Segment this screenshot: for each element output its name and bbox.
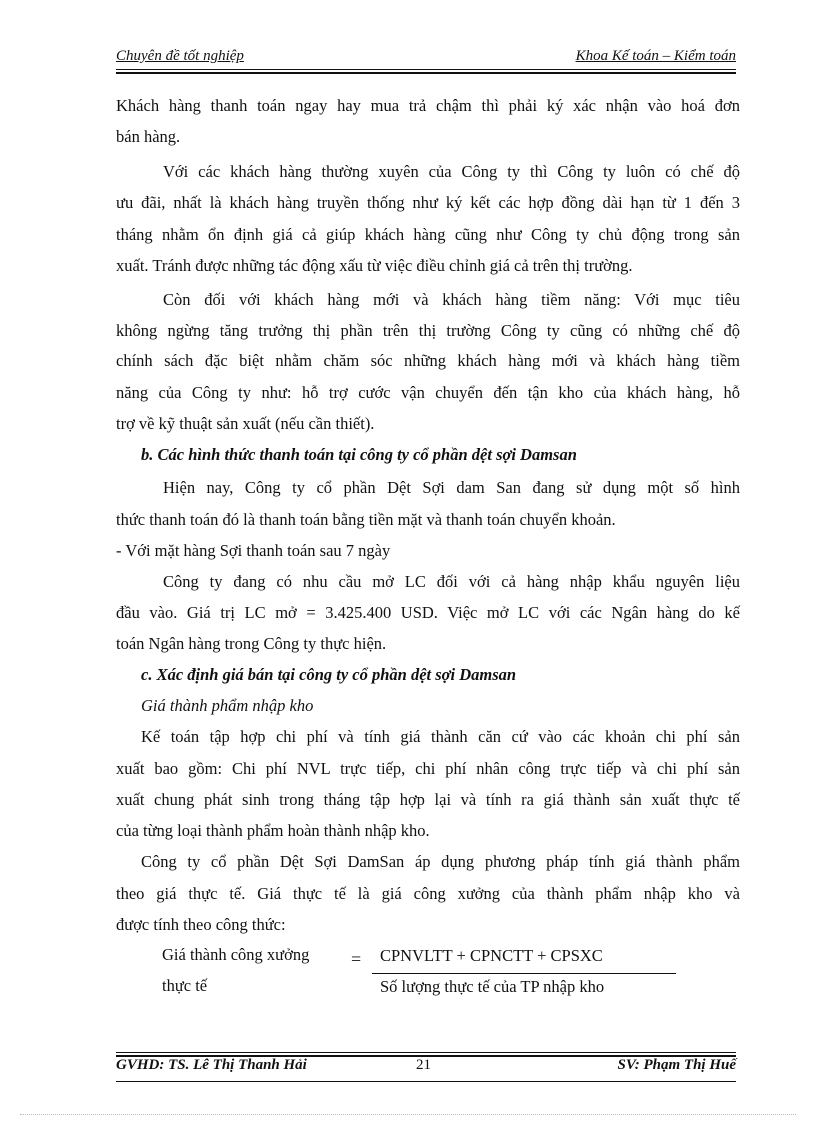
body-line: của từng loại thành phẩm hoàn thành nhập kho. xyxy=(116,821,430,840)
body-line: Với các khách hàng thường xuyên của Công ty thì Công ty luôn có chế độ xyxy=(163,162,740,181)
page-edge-dotted-line xyxy=(20,1114,796,1115)
equals-sign: = xyxy=(351,949,362,969)
body-line: Còn đối với khách hàng mới và khách hàng tiềm năng: Với mục tiêu xyxy=(163,290,740,309)
page-header xyxy=(116,48,736,70)
body-line: xuất. Tránh được những tác động xấu từ việc điều chỉnh giá cả trên thị trường. xyxy=(116,256,633,275)
formula-denominator: Số lượng thực tế của TP nhập kho xyxy=(380,977,605,996)
body-line: đầu vào. Giá trị LC mở = 3.425.400 USD. Việc mở LC với các Ngân hàng do kế xyxy=(116,603,740,622)
footer-student: SV: Phạm Thị Huế xyxy=(617,1057,736,1073)
body-line: xuất bao gồm: Chi phí NVL trực tiếp, chi phí nhân công trực tiếp và chi phí sản xyxy=(116,759,740,778)
body-line: - Với mặt hàng Sợi thanh toán sau 7 ngày xyxy=(116,541,391,560)
header-right-title: Khoa Kế toán – Kiểm toán xyxy=(575,48,736,64)
body-line: năng của Công ty như: hỗ trợ cước vận chuyển đến tận kho của khách hàng, hỗ xyxy=(116,383,740,402)
body-line: Kế toán tập hợp chi phí và tính giá thành căn cứ vào các khoản chi phí sản xyxy=(141,727,740,746)
body-line: trợ về kỹ thuật sản xuất (nếu cần thiết). xyxy=(116,414,375,433)
body-line: Công ty đang có nhu cầu mở LC đối với cả hàng nhập khẩu nguyên liệu xyxy=(163,572,740,591)
body-line: chính sách đặc biệt nhằm chăm sóc những khách hàng mới và khách hàng tiềm xyxy=(116,351,740,370)
body-line: không ngừng tăng trưởng thị phần trên thị trường Công ty cũng có những chế độ xyxy=(116,321,740,340)
formula-numerator: CPNVLTT + CPNCTT + CPSXC xyxy=(380,946,603,965)
body-line: tháng nhằm ổn định giá cả giúp khách hàng cũng như Công ty chủ động trong sản xyxy=(116,225,740,244)
formula-label: Giá thành công xưởng xyxy=(162,945,310,964)
body-line: thức thanh toán đó là thanh toán bằng tiền mặt và thanh toán chuyển khoản. xyxy=(116,510,616,529)
body-line: ưu đãi, nhất là khách hàng truyền thống như ký kết các hợp đồng dài hạn từ 1 đến 3 xyxy=(116,193,740,212)
page-footer xyxy=(116,1057,736,1079)
page-number: 21 xyxy=(416,1057,431,1073)
body-line: Công ty cổ phần Dệt Sợi DamSan áp dụng phương pháp tính giá thành phẩm xyxy=(141,852,740,871)
header-rule-thick xyxy=(116,72,736,74)
footer-rule-bottom xyxy=(116,1081,736,1082)
header-left-title: Chuyên đề tốt nghiệp xyxy=(116,48,244,64)
section-heading-b: b. Các hình thức thanh toán tại công ty cổ phần dệt sợi Damsan xyxy=(141,445,577,464)
formula-label-2: thực tế xyxy=(162,976,208,995)
body-line: Hiện nay, Công ty cổ phần Dệt Sợi dam San đang sử dụng một số hình xyxy=(163,478,740,497)
footer-supervisor: GVHD: TS. Lê Thị Thanh Hải xyxy=(116,1057,307,1073)
header-rule xyxy=(116,69,736,70)
body-line: toán Ngân hàng trong Công ty thực hiện. xyxy=(116,634,387,653)
body-line: được tính theo công thức: xyxy=(116,915,286,934)
body-line: bán hàng. xyxy=(116,127,181,146)
section-heading-c: c. Xác định giá bán tại công ty cổ phần dệt sợi Damsan xyxy=(141,665,517,684)
subheading: Giá thành phẩm nhập kho xyxy=(141,696,314,715)
body-line: xuất chung phát sinh trong tháng tập hợp lại và tính ra giá thành sản xuất thực tế xyxy=(116,790,740,809)
body-line: Khách hàng thanh toán ngay hay mua trả chậm thì phải ký xác nhận vào hoá đơn xyxy=(116,96,740,115)
footer-rule xyxy=(116,1052,736,1053)
body-line: theo giá thực tế. Giá thực tế là giá công xưởng của thành phẩm nhập kho và xyxy=(116,884,740,903)
